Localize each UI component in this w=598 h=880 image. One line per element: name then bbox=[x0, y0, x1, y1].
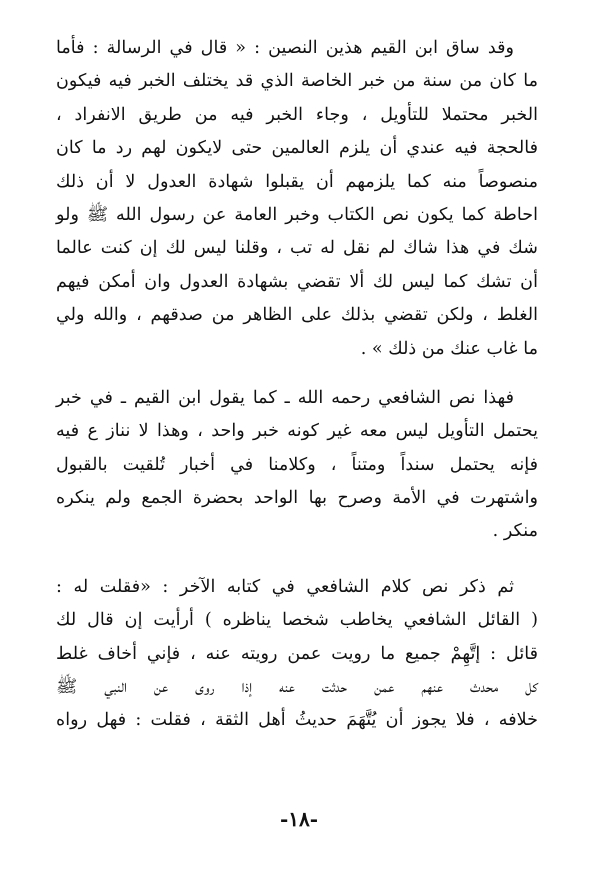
paragraph-quote-shafii bbox=[56, 571, 538, 738]
text-line: ما غاب عنك من ذلك » . bbox=[360, 338, 538, 359]
text-line: واشتهرت في الأمة وصرح بها الواحد بحضرة الجمع ولم ينكره bbox=[56, 488, 538, 509]
text-line: ما كان من سنة من خبر الخاصة الذي قد يختلف الخبر فيه فيكون bbox=[56, 71, 538, 92]
page-number: -١٨- bbox=[279, 807, 319, 831]
text-line: الغلط ، ولكن تقضي بذلك على الظاهر من صدقهم ، والله ولي bbox=[56, 305, 538, 326]
text-line: الخبر محتملا للتأويل ، وجاء الخبر فيه من طريق الانفراد ، bbox=[56, 104, 538, 125]
text-line: احاطة كما يكون نص الكتاب وخبر العامة عن رسول الله ﷺ ولو bbox=[56, 204, 538, 225]
paragraph-quote-ibn-al-qayyim bbox=[56, 32, 538, 366]
text-line: منكر . bbox=[492, 521, 538, 542]
text-line: ثم ذكر نص كلام الشافعي في كتابه الآخر : «فقلت له : bbox=[56, 576, 514, 597]
text-line: قائل : إتَّهِمْ جميع ما رويت عمن رويته عنه ، فإني أخاف غلط bbox=[56, 643, 538, 664]
text-line: خلافه ، فلا يجوز أن يُتَّهَمَ حديثُ أهل الثقة ، فقلت : فهل رواه bbox=[56, 710, 538, 731]
text-line: فإنه يحتمل سنداً ومتناً ، وكلامنا في أخبار تُلقيت بالقبول bbox=[56, 454, 538, 475]
text-line: فهذا نص الشافعي رحمه الله ـ كما يقول ابن القيم ـ في خبر bbox=[56, 387, 514, 408]
page-body bbox=[56, 30, 538, 738]
paragraph-commentary bbox=[56, 382, 538, 549]
text-line: يحتمل التأويل ليس معه غير كونه خبر واحد ، وهذا لا نناز ع فيه bbox=[56, 421, 538, 442]
text-line: أن تشك كما ليس لك ألا تقضي بشهادة العدول وان أمكن فيهم bbox=[56, 271, 538, 292]
text-line: كل محدث عنهم عمن حدثت عنه إذا روى عن النبي ﷺ bbox=[56, 677, 538, 698]
text-line: شك في هذا شاك لم نقل له تب ، وقلنا ليس لك إن كنت عالما bbox=[56, 238, 538, 259]
text-line: منصوصاً منه كما يلزمهم أن يقبلوا شهادة العدول لا أن ذلك bbox=[56, 171, 538, 192]
text-line: وقد ساق ابن القيم هذين النصين : « قال في الرسالة : فأما bbox=[56, 38, 514, 58]
text-line: ( القائل الشافعي يخاطب شخصا يناظره ) أرأيت إن قال لك bbox=[56, 610, 538, 631]
text-line: فالحجة فيه عندي أن يلزم العالمين حتى لايكون لهم رد ما كان bbox=[56, 138, 538, 159]
